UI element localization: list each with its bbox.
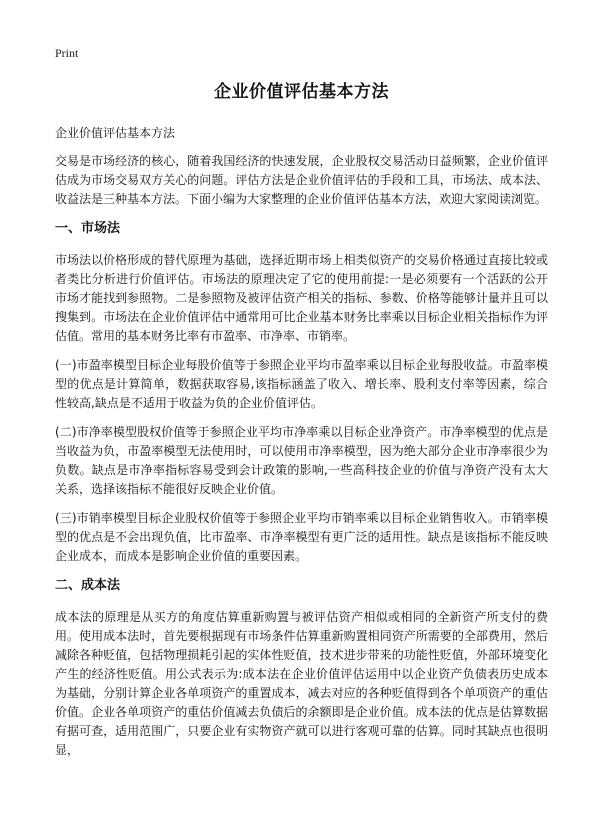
document-subtitle: 企业价值评估基本方法: [55, 126, 176, 140]
market-pe-paragraph: (一)市盈率模型目标企业每股价值等于参照企业平均市盈率乘以目标企业每股收益。市盈率模型的优点是计算简单，数据获取容易,该指标涵盖了收入、增长率、股利支付率等因素，综合性较高,缺点是不适用于收益为负的企业价值评估。: [55, 358, 548, 410]
cost-paragraph: 成本法的原理是从买方的角度估算重新购置与被评估资产相似或相同的全新资产所支付的费用。使用成本法时，首先要根据现有市场条件估算重新购置相同资产所需要的全部费用，然后减除各种贬值，包括物理损耗引起的实体性贬值，技术进步带来的功能性贬值，外部环境变化产生的经济性贬值。用公式表示为:成本法在企业价值评估运用中以企业资产负债表历史成本为基础，分别计算企业各单项资产的重置成本，减去对应的各种贬值得到各个单项资产的重估价值。企业各单项资产的重估价值减去负债后的余额即是企业价值。成本法的优点是估算数据有据可查，适用范围广，只要企业有实物资产就可以进行客观可靠的估算。同时其缺点也很明显，: [55, 610, 548, 757]
section-heading-cost: 二、成本法: [55, 578, 121, 593]
intro-paragraph: 交易是市场经济的核心，随着我国经济的快速发展，企业股权交易活动日益频繁，企业价值评估成为市场交易双方关心的问题。评估方法是企业价值评估的手段和工具，市场法、成本法、收益法是三种基本方法。下面小编为大家整理的企业价值评估基本方法，欢迎大家阅读浏览。: [55, 154, 548, 206]
print-label: Print: [55, 46, 79, 60]
document-title: 企业价值评估基本方法: [214, 82, 389, 102]
section-heading-market: 一、市场法: [55, 221, 121, 236]
market-pb-paragraph: (二)市净率模型股权价值等于参照企业平均市净率乘以目标企业净资产。市净率模型的优点是当收益为负，市盈率模型无法使用时，可以使用市净率模型，因为绝大部分企业市净率很少为负数。缺点是市净率指标容易受到会计政策的影响,一些高科技企业的价值与净资产没有太大关系，选择该指标不能很好反映企业价值。: [55, 425, 548, 496]
market-ps-paragraph: (三)市销率模型目标企业股权价值等于参照企业平均市销率乘以目标企业销售收入。市销率模型的优点是不会出现负值，比市盈率、市净率模型有更广泛的适用性。缺点是该指标不能反映企业成本，而成本是影响企业价值的重要因素。: [55, 511, 548, 563]
market-paragraph: 市场法以价格形成的替代原理为基础，选择近期市场上相类似资产的交易价格通过直接比较或者类比分析进行价值评估。市场法的原理决定了它的使用前提:一是必须要有一个活跃的公开市场才能找到参照物。二是参照物及被评估资产相关的指标、参数、价格等能够计量并且可以搜集到。市场法在企业价值评估中通常用可比企业基本财务比率乘以目标企业相关指标作为评估值。常用的基本财务比率有市盈率、市净率、市销率。: [55, 253, 548, 343]
